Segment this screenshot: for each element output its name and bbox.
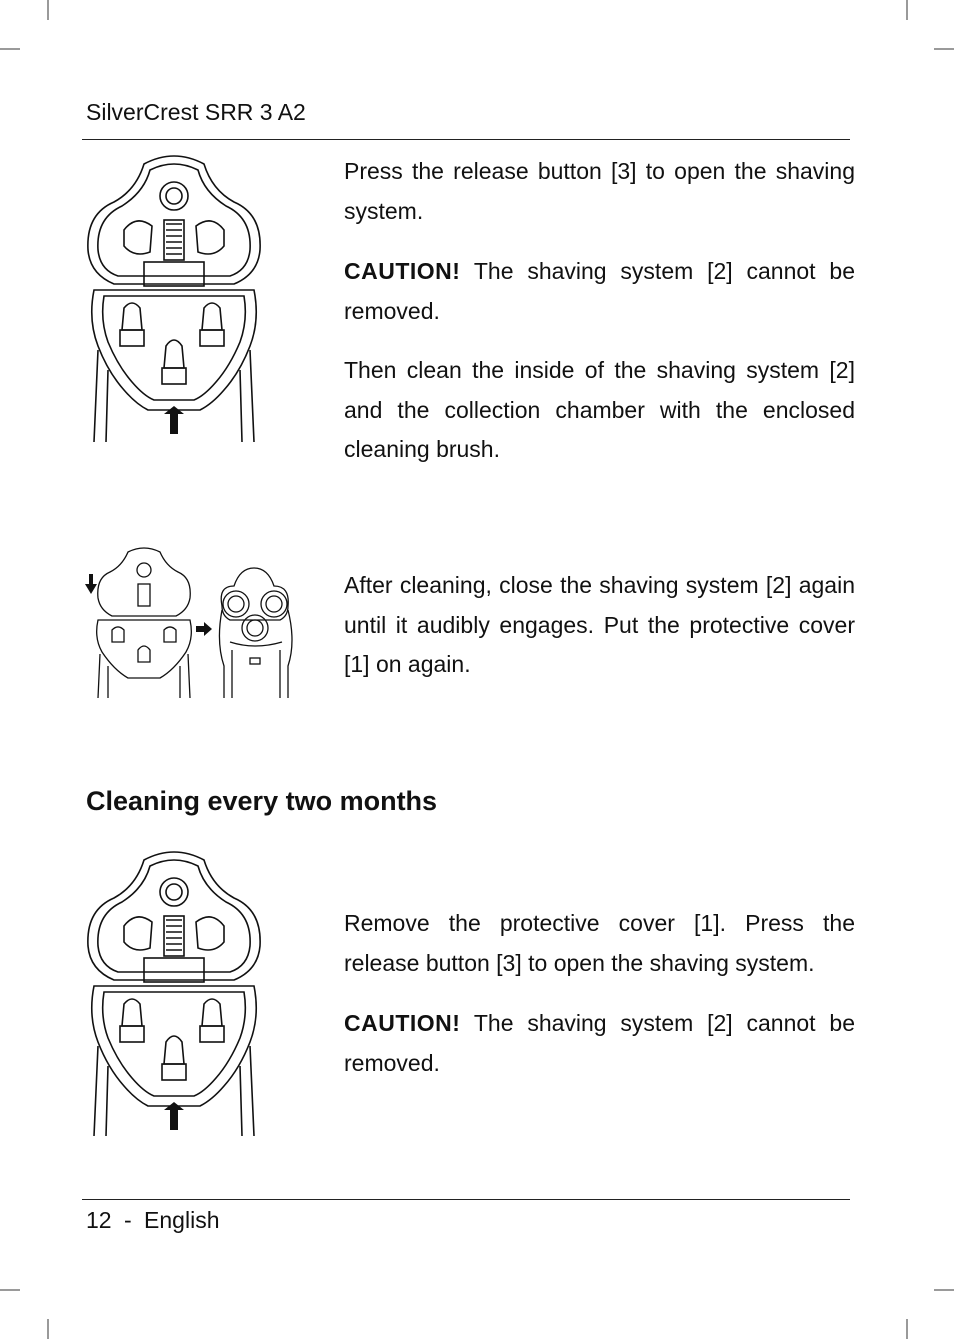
caution-label: CAUTION! — [344, 1010, 461, 1036]
crop-mark — [934, 1289, 954, 1291]
crop-mark — [0, 48, 20, 50]
header-rule — [82, 139, 850, 140]
page-footer — [86, 1207, 219, 1234]
caution-text: The shaving system [2] cannot be removed. — [344, 1010, 855, 1076]
paragraph-close-shaving-system: After cleaning, close the shaving system [2] again until it audibly engages. Put the protective cover [1] on again. — [344, 572, 855, 677]
footer-rule — [82, 1199, 850, 1200]
running-header: SilverCrest SRR 3 A2 — [86, 99, 306, 125]
caution-text: The shaving system [2] cannot be removed. — [344, 258, 855, 324]
close-shaver-illustration — [84, 546, 310, 698]
paragraph-open-shaving-system: Press the release button [3] to open the shaving system. — [344, 158, 855, 224]
crop-mark — [906, 0, 908, 20]
page-number: 12 — [86, 1207, 112, 1233]
crop-mark — [906, 1319, 908, 1339]
caution-label: CAUTION! — [344, 258, 461, 284]
crop-mark — [47, 1319, 49, 1339]
crop-mark — [934, 48, 954, 50]
open-shaver-illustration — [84, 846, 264, 1138]
crop-mark — [47, 0, 49, 20]
caution-paragraph — [344, 1004, 855, 1083]
section-heading: Cleaning every two months — [86, 786, 438, 816]
footer-language: English — [144, 1207, 220, 1233]
paragraph-remove-cover: Remove the protective cover [1]. Press the release button [3] to open the shaving system. — [344, 910, 855, 976]
crop-mark — [0, 1289, 20, 1291]
footer-separator: - — [123, 1207, 132, 1233]
open-shaver-illustration — [84, 150, 264, 442]
caution-paragraph — [344, 252, 855, 331]
paragraph-clean-inside: Then clean the inside of the shaving system [2] and the collection chamber with the enclosed cleaning brush. — [344, 357, 855, 462]
